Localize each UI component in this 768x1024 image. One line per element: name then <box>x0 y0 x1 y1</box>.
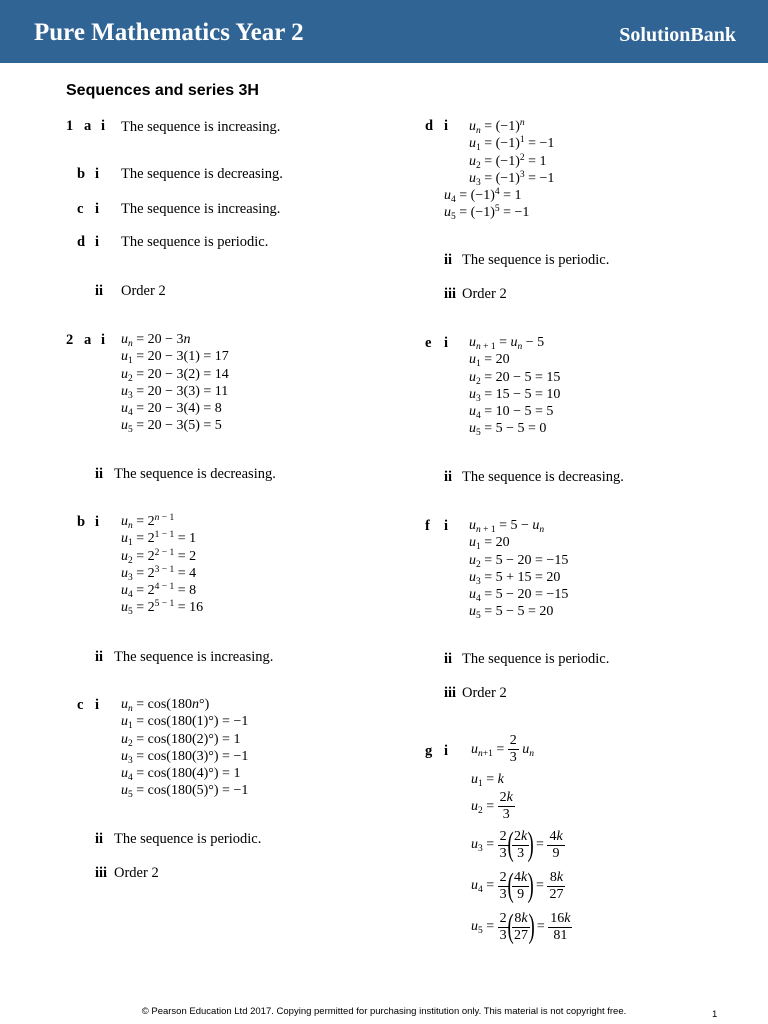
part-label-e: e <box>425 335 432 351</box>
answer-2c-ii: The sequence is periodic. <box>114 831 262 847</box>
subpart-label: i <box>101 332 106 348</box>
page-number: 1 <box>712 1009 718 1020</box>
subpart-label: ii <box>95 283 104 299</box>
answer-2d-iii: Order 2 <box>462 286 507 302</box>
part-label-a: a <box>84 332 92 348</box>
answer-1d-i: The sequence is periodic. <box>121 234 269 250</box>
working-2g-u1: $u_1 = k$ <box>471 772 504 789</box>
page-header <box>0 0 768 63</box>
subpart-label: i <box>101 118 106 134</box>
brand-name: SolutionBank <box>619 24 736 46</box>
subpart-label: ii <box>444 469 453 485</box>
answer-1c-i: The sequence is increasing. <box>121 201 281 217</box>
subpart-label: iii <box>95 865 108 881</box>
subpart-label: i <box>95 697 100 713</box>
subpart-label: i <box>444 518 449 534</box>
subpart-label: i <box>444 743 449 759</box>
subpart-label: iii <box>444 286 457 302</box>
subpart-label: i <box>95 166 100 182</box>
working-2c-i: $u_n = \cos(180n^\circ)$ $u_1 = \cos(180(1)^\circ) = -1$ $u_2 = \cos(180(2)^\circ) = 1$ $u_3 = \cos(180(3)^\circ) = -1$ $u_4 = \cos(180(4)^\circ) = 1$ $u_5 = \cos(180(5)^\circ) = -1$ <box>121 697 249 801</box>
working-2g-u2: $u_2$ = $\frac{2k}{3}$ <box>471 790 513 822</box>
answer-1b-i: The sequence is decreasing. <box>121 166 283 182</box>
subpart-label: ii <box>444 252 453 268</box>
working-2g-u3: $u_3$ = $\frac{2}{3}$ ( $\frac{2k}{3}$ ) = $\frac{4k}{9}$ <box>471 826 563 863</box>
subpart-label: i <box>95 201 100 217</box>
question-number-1: 1 <box>66 118 74 134</box>
part-label-b: b <box>77 166 86 182</box>
part-label-d: d <box>425 118 434 134</box>
subpart-label: i <box>444 118 449 134</box>
answer-1a-i: The sequence is increasing. <box>121 119 281 135</box>
book-title: Pure Mathematics Year 2 <box>34 19 304 46</box>
subpart-label: i <box>444 335 449 351</box>
part-label-c: c <box>77 697 84 713</box>
answer-2a-ii: The sequence is decreasing. <box>114 466 276 482</box>
part-label-d: d <box>77 234 86 250</box>
working-2f-i: $u_{n + 1} = 5 - u_n$ $u_1 = 20$ $u_2 = 5 - 20 = -15$ $u_3 = 5 + 15 = 20$ $u_4 = 5 - 20 = -15$ $u_5 = 5 - 5 = 20$ <box>469 518 569 622</box>
working-2g-u5: $u_5$ = $\frac{2}{3}$ ( $\frac{8k}{27}$ ) = $\frac{16k}{81}$ <box>471 908 571 945</box>
working-2d-i: $u_n = (-1)^n$ $u_1 = (-1)^1 = -1$ $u_2 = (-1)^2 = 1$ $u_3 = (-1)^3 = -1$ <box>469 118 555 188</box>
subpart-label: i <box>95 514 100 530</box>
answer-2d-ii: The sequence is periodic. <box>462 252 610 268</box>
working-2g-recurrence: $u_{n+1}$ = $\frac{2}{3}$ $u_n$ <box>471 733 535 765</box>
subpart-label: ii <box>95 649 104 665</box>
part-label-b: b <box>77 514 86 530</box>
part-label-a: a <box>84 118 92 134</box>
question-number-2: 2 <box>66 332 74 348</box>
part-label-g: g <box>425 743 433 759</box>
answer-2e-ii: The sequence is decreasing. <box>462 469 624 485</box>
subpart-label: i <box>95 234 100 250</box>
working-2b-i: $u_n = 2^{n - 1}$ $u_1 = 2^{1 - 1} = 1$ $u_2 = 2^{2 - 1} = 2$ $u_3 = 2^{3 - 1} = 4$ $u_4 = 2^{4 - 1} = 8$ $u_5 = 2^{5 - 1} = 16$ <box>121 513 204 618</box>
working-2d-i-cont: $u_4 = (-1)^4 = 1$ $u_5 = (-1)^5 = -1$ <box>444 187 530 223</box>
working-2a-i: $u_n = 20 - 3n$ $u_1 = 20 - 3(1) = 17$ $u_2 = 20 - 3(2) = 14$ $u_3 = 20 - 3(3) = 11$ $u_4 = 20 - 3(4) = 8$ $u_5 = 20 - 3(5) = 5$ <box>121 332 229 436</box>
part-label-f: f <box>425 518 430 534</box>
subpart-label: iii <box>444 685 457 701</box>
answer-2f-iii: Order 2 <box>462 685 507 701</box>
copyright-footer: © Pearson Education Ltd 2017. Copying permitted for purchasing institution only. This material is not copyright free. <box>141 1006 627 1017</box>
subpart-label: ii <box>95 466 104 482</box>
answer-2f-ii: The sequence is periodic. <box>462 651 610 667</box>
answer-1d-ii: Order 2 <box>121 283 166 299</box>
answer-2c-iii: Order 2 <box>114 865 159 881</box>
page-title: Sequences and series 3H <box>66 82 259 99</box>
working-2e-i: $u_{n + 1} = u_n - 5$ $u_1 = 20$ $u_2 = 20 - 5 = 15$ $u_3 = 15 - 5 = 10$ $u_4 = 10 - 5 = 5$ $u_5 = 5 - 5 = 0$ <box>469 335 561 439</box>
working-2g-u4: $u_4$ = $\frac{2}{3}$ ( $\frac{4k}{9}$ ) = $\frac{8k}{27}$ <box>471 867 564 904</box>
part-label-c: c <box>77 201 84 217</box>
answer-2b-ii: The sequence is increasing. <box>114 649 274 665</box>
subpart-label: ii <box>95 831 104 847</box>
subpart-label: ii <box>444 651 453 667</box>
